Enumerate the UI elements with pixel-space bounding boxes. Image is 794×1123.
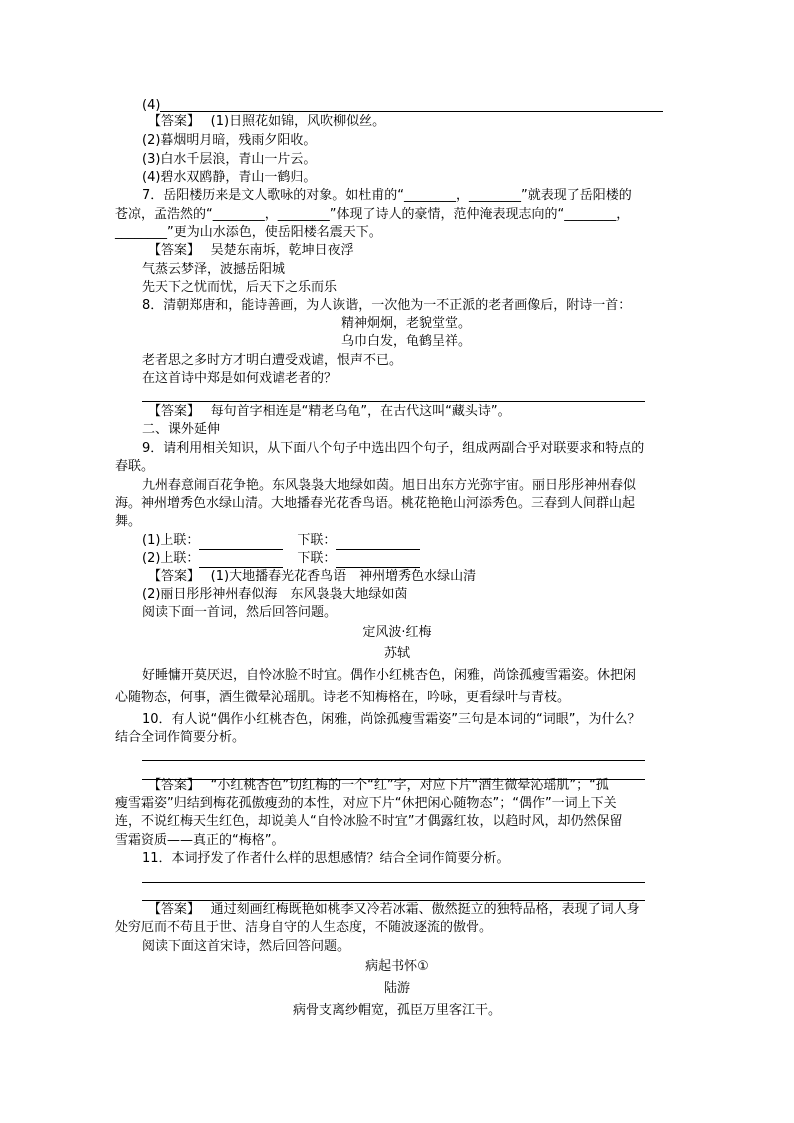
poem-author: 苏轼	[383, 646, 410, 661]
q11-answer-2: 处穷厄而不苟且于世、洁身自守的人生态度，不随波逐流的傲骨。	[115, 920, 493, 935]
q9-line-2: 春联。	[115, 459, 155, 474]
q10-answer-4: 雪霜资质——真正的“梅格”。	[115, 833, 285, 848]
q9-options-1: 九州春意闹百花争艳。东风袅袅大地绿如茵。旭日出东方光弥宇宙。丽日彤彤神州春似	[142, 478, 637, 493]
answer-label: 【答案】	[148, 114, 194, 129]
q7-answer-1: 吴楚东南坼，乾坤日夜浮	[210, 243, 354, 258]
q8-line-1: 8．清朝郑唐和，能诗善画，为人诙谐，一次他为一不正派的老者画像后，附诗一首：	[142, 298, 632, 313]
answer-label: 【答案】	[148, 778, 194, 793]
answer-blank-line	[160, 111, 663, 112]
couplet-upper-label: (2)上联：	[142, 551, 200, 566]
couplet-upper-label: (1)上联：	[142, 533, 200, 548]
q6-answer-3: (3)白水千层浪，青山一片云。	[142, 152, 317, 167]
q7-line-3: ________”更为山水添色，使岳阳楼名震天下。	[115, 225, 382, 240]
couplet-upper-blank[interactable]	[199, 553, 283, 568]
answer-label: 【答案】	[148, 243, 194, 258]
q9-options-3: 舞。	[115, 514, 142, 529]
q11-answer-1: 通过刻画红梅既艳如桃李又冷若冰霜、傲然挺立的独特品格，表现了词人身	[210, 902, 640, 917]
q10-answer-2: 瘦雪霜姿”归结到梅花孤傲瘦劲的本性，对应下片“休把闲心随物态”；“偶作”一词上下关	[115, 796, 617, 811]
q10-line-1: 10．有人说“偶作小红桃杏色，闲雅，尚馀孤瘦雪霜姿”三句是本词的“词眼”，为什么？	[142, 712, 641, 727]
poem-title: 病起书怀①	[365, 959, 429, 974]
q6-answer	[148, 113, 385, 131]
answer-blank-line	[142, 401, 645, 402]
poem-text-1: 好睡慵开莫厌迟，自怜冰脸不时宜。偶作小红桃杏色，闲雅，尚馀孤瘦雪霜姿。休把闲	[142, 668, 637, 683]
q6-answer-1: (1)日照花如锦，风吹柳似丝。	[210, 114, 386, 129]
answer-blank-line	[142, 760, 645, 761]
q10-answer-1: “小红桃杏色”切红梅的一个“红”字，对应下片“酒生微晕沁瑶肌”；“孤	[210, 778, 609, 793]
answer-blank-line	[142, 882, 645, 883]
q6-answer-4: (4)碧水双鸥静，青山一鹤归。	[142, 170, 317, 185]
poem-author: 陆游	[383, 981, 410, 996]
q6-item4-label: (4)	[142, 98, 161, 113]
poem-text-2: 心随物态，何事，酒生微晕沁瑶肌。诗老不知梅格在，吟咏，更看绿叶与青枝。	[115, 690, 571, 705]
q11-line-1: 11．本词抒发了作者什么样的思想感情？结合全词作简要分析。	[142, 851, 510, 866]
q8-poem-line-1: 精神炯炯，老貌堂堂。	[341, 316, 472, 331]
q8-line-3: 在这首诗中郑是如何戏谑老者的？	[142, 371, 338, 386]
q6-answer-2: (2)暮烟明月暗，残雨夕阳收。	[142, 133, 317, 148]
q9-blank-row-1	[142, 532, 420, 550]
answer-label: 【答案】	[148, 569, 194, 584]
q10-line-2: 结合全词作简要分析。	[115, 730, 246, 745]
poem-title: 定风波·红梅	[362, 625, 432, 640]
q9-answer-1: (1)大地播春光花香鸟语 神州增秀色水绿山清	[210, 569, 477, 584]
q9-options-2: 海。神州增秀色水绿山清。大地播春光花香鸟语。桃花艳艳山河添秀色。三春到人间群山起	[115, 496, 636, 511]
q7-answer	[148, 242, 354, 260]
answer-label: 【答案】	[148, 404, 194, 419]
q9-line-1: 9．请利用相关知识，从下面八个句子中选出四个句子，组成两副合乎对联要求和特点的	[142, 441, 645, 456]
couplet-lower-blank[interactable]	[336, 535, 420, 550]
reading-intro: 阅读下面一首词，然后回答问题。	[142, 605, 338, 620]
couplet-lower-blank[interactable]	[336, 553, 420, 568]
couplet-lower-label: 下联：	[297, 551, 337, 566]
q11-answer	[148, 901, 640, 919]
q8-answer	[148, 403, 511, 421]
reading-intro: 阅读下面这首宋诗，然后回答问题。	[142, 939, 351, 954]
answer-label: 【答案】	[148, 902, 194, 917]
q9-answer	[148, 568, 476, 586]
section-heading: 二、课外延伸	[142, 422, 221, 437]
q10-answer-3: 连，不说红梅天生红色，却说美人“自怜冰脸不时宜”才偶露红妆，以趋时风，却仍然保留	[115, 814, 623, 829]
couplet-upper-blank[interactable]	[199, 535, 283, 550]
q7-answer-3: 先天下之忧而忧，后天下之乐而乐	[142, 280, 338, 295]
q7-line-1: 7．岳阳楼历来是文人歌咏的对象。如杜甫的“________，________”就表现了岳阳楼的	[142, 188, 632, 203]
q7-answer-2: 气蒸云梦泽，波撼岳阳城	[142, 262, 286, 277]
q8-answer-text: 每句首字相连是“精老乌龟”，在古代这叫“藏头诗”。	[210, 404, 511, 419]
couplet-lower-label: 下联：	[297, 533, 337, 548]
q8-poem-line-2: 乌巾白发，龟鹤呈祥。	[341, 334, 472, 349]
q9-answer-2: (2)丽日彤彤神州春似海 东风袅袅大地绿如茵	[142, 587, 408, 602]
q7-line-2: 苍凉，孟浩然的“________，________”体现了诗人的豪情，范仲淹表现志向的“________，	[115, 207, 630, 222]
q10-answer	[148, 777, 609, 795]
poem-text-1: 病骨支离纱帽宽，孤臣万里客江干。	[292, 1003, 501, 1018]
q8-line-2: 老者思之多时方才明白遭受戏谑，恨声不已。	[142, 353, 403, 368]
q9-blank-row-2	[142, 550, 420, 568]
